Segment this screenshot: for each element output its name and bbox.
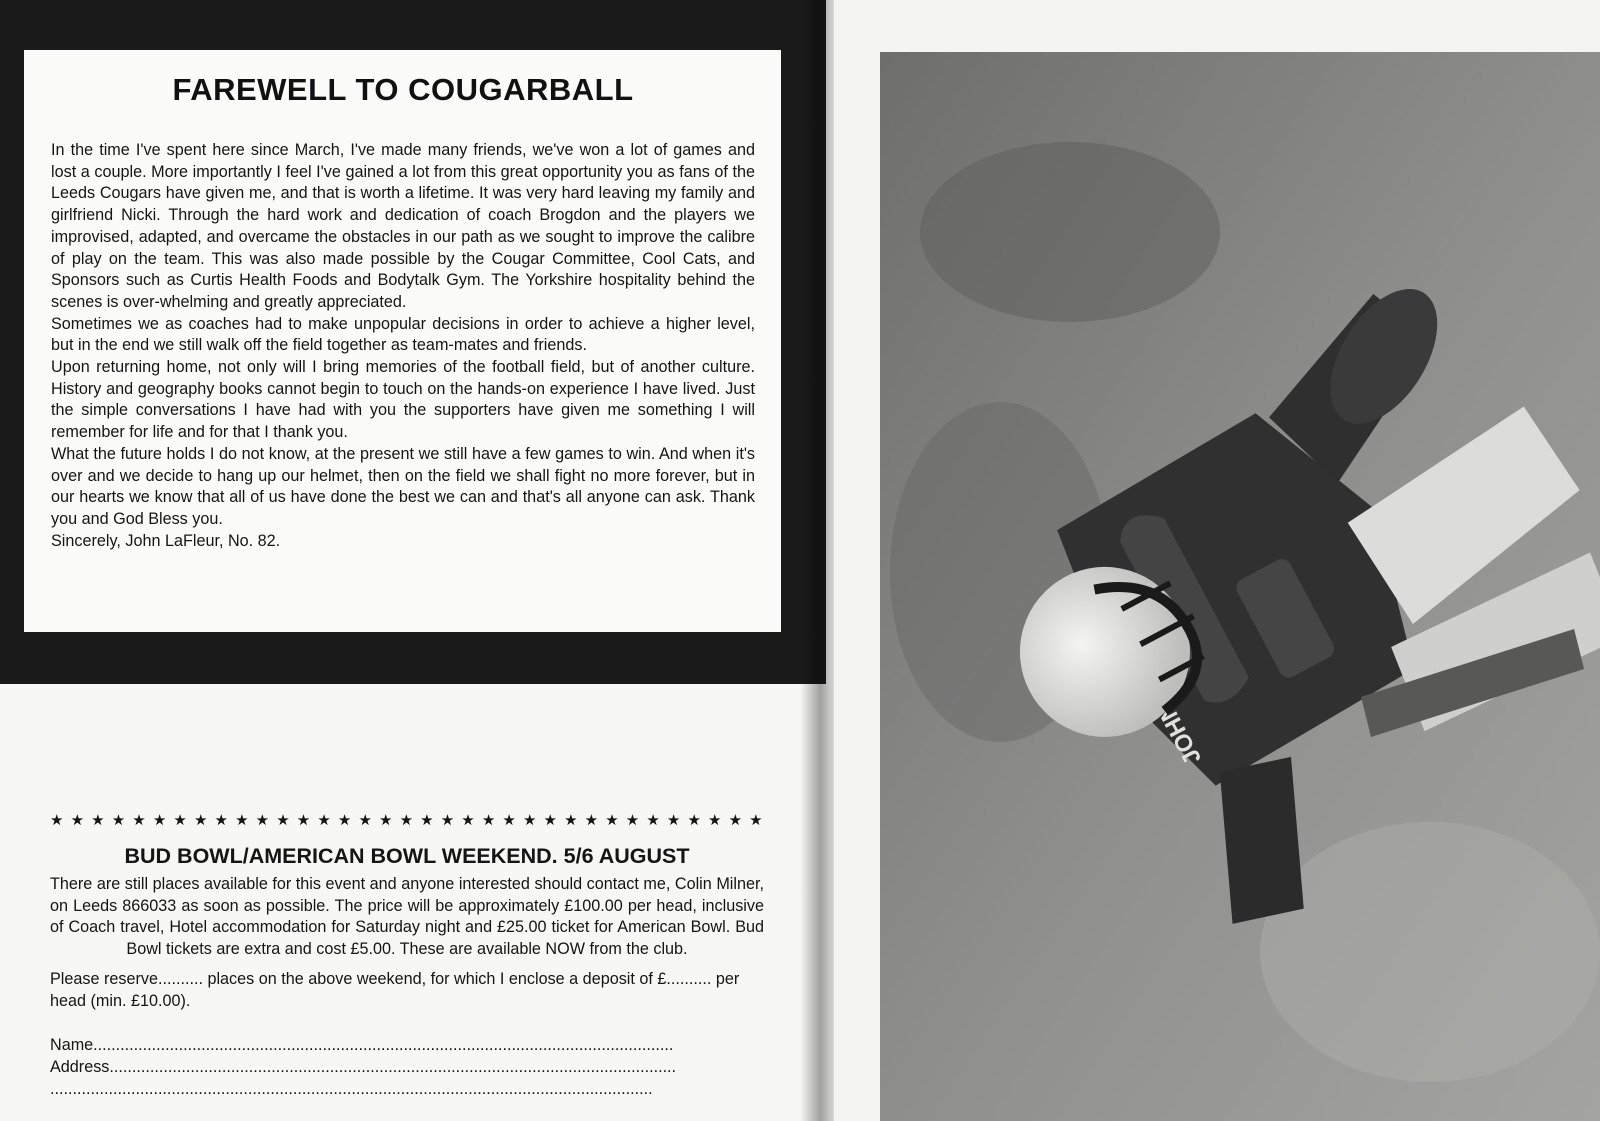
address-field-line-2[interactable]: ...................................................................................................................................... (50, 1080, 653, 1099)
star-icon: ★ (461, 812, 475, 829)
star-icon: ★ (440, 812, 455, 829)
star-icon: ★ (70, 812, 85, 829)
farewell-paragraph: What the future holds I do not know, at the present we still have a few games to win. And when it's over and we decide to hang up our helmet, then on the field we shall fight no more forever, but in our hearts we know that all of us have done the best we can and that's all anyone can ask. Thank you and God Bless you. (51, 444, 755, 528)
address-field[interactable]: Address.............................................................................................................................. (50, 1058, 677, 1077)
bud-bowl-body: There are still places available for this event and anyone interested should contact me, Colin Milner, on Leeds 866033 as soon as possible. The price will be approximately £100.00 per head, inclusive of Coach travel, Hotel accommodation for Saturday night and £25.00 ticket for American Bowl. Bud Bowl tickets are extra and cost £5.00. These are available NOW from the club. (50, 875, 764, 959)
page-gutter (800, 0, 834, 1121)
star-icon: ★ (646, 812, 660, 829)
farewell-paragraph: In the time I've spent here since March, I've made many friends, we've won a lot of games and lost a couple. More importantly I feel I've gained a lot from this great opportunity you as fans of the Leeds Cougars have given me, and that is worth a lifetime. It was very hard leaving my family and girlfriend Nicki. Through the hard work and dedication of coach Brogdon and the players we improvised, adapted, and overcame the obstacles in our path as we sought to improve the calibre of play on the team. This was also made possible by the Cougar Committee, Cool Cats, and Sponsors such as Curtis Health Foods and Bodytalk Gym. The Yorkshire hospitality behind the scenes is over-whelming and greatly appreciated. (51, 141, 755, 311)
star-icon: ★ (584, 812, 599, 829)
star-icon: ★ (708, 812, 722, 829)
star-icon: ★ (399, 812, 414, 829)
star-icon: ★ (91, 812, 105, 829)
star-icon: ★ (502, 812, 516, 829)
star-icon: ★ (296, 812, 311, 829)
star-icon: ★ (522, 812, 537, 829)
star-icon: ★ (214, 812, 228, 829)
star-icon: ★ (358, 812, 372, 829)
bud-bowl-section (50, 842, 764, 1100)
name-field[interactable]: Name................................................................................................................................. (50, 1036, 674, 1055)
farewell-article (24, 50, 781, 632)
farewell-body (51, 140, 755, 552)
turf-highlight (1260, 822, 1600, 1082)
star-icon: ★ (420, 812, 434, 829)
star-icon: ★ (564, 812, 578, 829)
farewell-paragraph: Upon returning home, not only will I bring memories of the football field, but of another culture. History and geography books cannot begin to touch on the hands-on experience I have lived. Just the simple conversations I have had with you the supporters have given me something I will remember for life and for that I thank you. (51, 358, 755, 442)
player-illustration (880, 52, 1600, 1121)
football-player-photo (880, 52, 1600, 1121)
star-icon: ★ (625, 812, 640, 829)
bud-bowl-title: BUD BOWL/AMERICAN BOWL WEEKEND. 5/6 AUGUST (124, 844, 690, 868)
star-icon: ★ (276, 812, 290, 829)
star-icon: ★ (728, 812, 743, 829)
reserve-form-text[interactable]: Please reserve.......... places on the above weekend, for which I enclose a deposit of £.......... per head (min. £10.00). (50, 969, 740, 1010)
star-icon: ★ (193, 812, 208, 829)
star-icon: ★ (481, 812, 496, 829)
star-icon: ★ (111, 812, 126, 829)
star-icon: ★ (749, 812, 763, 829)
star-icon: ★ (50, 812, 64, 829)
star-icon: ★ (132, 812, 146, 829)
star-icon: ★ (152, 812, 167, 829)
farewell-paragraph: Sometimes we as coaches had to make unpopular decisions in order to achieve a higher level, but in the end we still walk off the field together as team-mates and friends. (51, 314, 755, 355)
star-icon: ★ (173, 812, 187, 829)
farewell-signoff: Sincerely, John LaFleur, No. 82. (51, 531, 281, 550)
star-icon: ★ (379, 812, 393, 829)
star-icon: ★ (317, 812, 331, 829)
star-divider (50, 811, 763, 831)
star-icon: ★ (337, 812, 352, 829)
star-icon: ★ (687, 812, 701, 829)
turf-shadow (920, 142, 1220, 322)
star-icon: ★ (666, 812, 681, 829)
farewell-title: FAREWELL TO COUGARBALL (172, 72, 634, 107)
star-icon: ★ (235, 812, 249, 829)
star-icon: ★ (605, 812, 619, 829)
star-icon: ★ (543, 812, 557, 829)
star-icon: ★ (255, 812, 270, 829)
